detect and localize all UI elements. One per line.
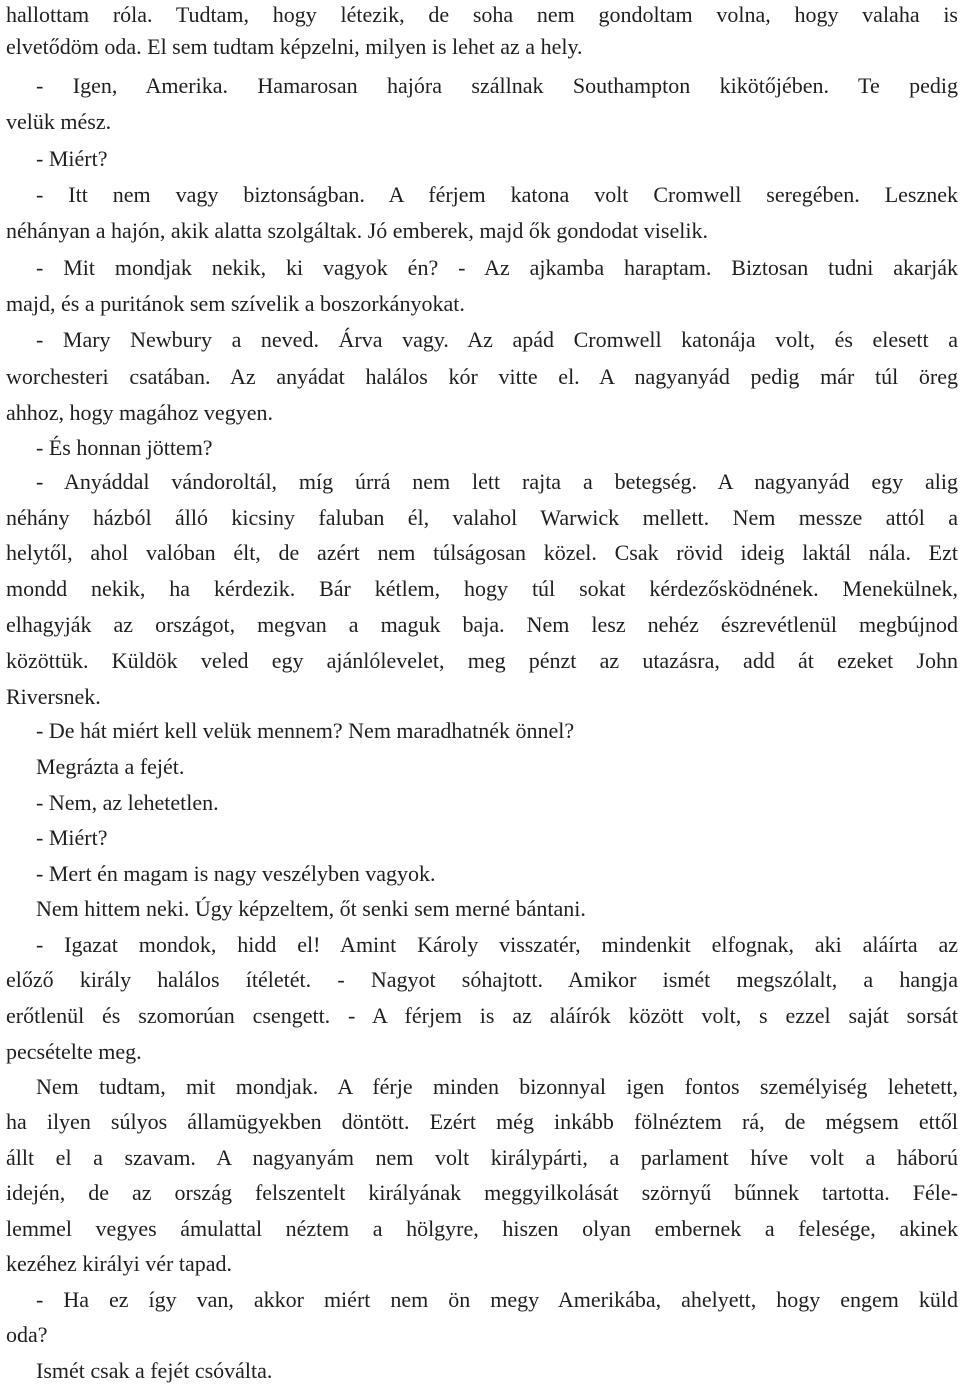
text-line: worchesteri csatában. Az anyádat halálos kór vitte el. A nagyanyád pedig már túl öreg bbox=[6, 364, 958, 389]
text-line: néhány házból álló kicsiny faluban él, valahol Warwick mellett. Nem messze attól a bbox=[6, 505, 958, 530]
text-line: pecsételte meg. bbox=[6, 1039, 142, 1064]
text-line: - Itt nem vagy biztonságban. A férjem katona volt Cromwell seregében. Lesznek bbox=[36, 182, 958, 207]
text-line: - Igen, Amerika. Hamarosan hajóra szállnak Southampton kikötőjében. Te pedig bbox=[36, 73, 958, 98]
text-line: elvetődöm oda. El sem tudtam képzelni, milyen is lehet az a hely. bbox=[6, 34, 583, 59]
text-line: ahhoz, hogy magához vegyen. bbox=[6, 400, 273, 425]
text-line: Nem tudtam, mit mondjak. A férje minden bizonnyal igen fontos személyiség lehetett, bbox=[36, 1074, 958, 1099]
text-line: elhagyják az országot, megvan a maguk baja. Nem lesz nehéz észrevétlenül megbújnod bbox=[6, 612, 958, 637]
text-line: - Igazat mondok, hidd el! Amint Károly visszatér, mindenkit elfognak, aki aláírta az bbox=[36, 932, 958, 957]
text-line: állt el a szavam. A nagyanyám nem volt királypárti, a parlament híve volt a háború bbox=[6, 1145, 958, 1170]
text-line: velük mész. bbox=[6, 109, 112, 134]
text-line: - Mert én magam is nagy veszélyben vagyok. bbox=[36, 861, 436, 886]
text-line: majd, és a puritánok sem szívelik a boszorkányokat. bbox=[6, 291, 465, 316]
text-line: - Miért? bbox=[36, 825, 108, 850]
text-line: oda? bbox=[6, 1322, 48, 1347]
text-line: néhányan a hajón, akik alatta szolgáltak. Jó emberek, majd ők gondodat viselik. bbox=[6, 218, 708, 243]
text-line: Nem hittem neki. Úgy képzeltem, őt senki sem merné bántani. bbox=[36, 896, 586, 921]
text-line: Riversnek. bbox=[6, 684, 101, 709]
text-line: lemmel vegyes ámulattal néztem a hölgyre, hiszen olyan embernek a felesége, akinek bbox=[6, 1216, 958, 1241]
text-line: - Mit mondjak nekik, ki vagyok én? - Az ajkamba haraptam. Biztosan tudni akarják bbox=[36, 255, 958, 280]
text-line: - Nem, az lehetetlen. bbox=[36, 790, 219, 815]
text-line: idején, de az ország felszentelt királyának meggyilkolását szörnyű bűnnek tartotta. Féle- bbox=[6, 1180, 958, 1205]
text-line: közöttük. Küldök veled egy ajánlólevelet, meg pénzt az utazásra, add át ezeket John bbox=[6, 648, 958, 673]
text-line: - De hát miért kell velük mennem? Nem maradhatnék önnel? bbox=[36, 718, 575, 743]
text-line: Megrázta a fejét. bbox=[36, 754, 185, 779]
text-line: - És honnan jöttem? bbox=[36, 435, 213, 460]
text-line: kezéhez királyi vér tapad. bbox=[6, 1251, 232, 1276]
text-line: előző király halálos ítéletét. - Nagyot sóhajtott. Amikor ismét megszólalt, a hangja bbox=[6, 967, 958, 992]
text-line: helytől, ahol valóban élt, de azért nem túlságosan közel. Csak rövid ideig laktál nála. Ezt bbox=[6, 540, 958, 565]
text-line: - Mary Newbury a neved. Árva vagy. Az apád Cromwell katonája volt, és elesett a bbox=[36, 327, 958, 352]
text-line: hallottam róla. Tudtam, hogy létezik, de soha nem gondoltam volna, hogy valaha is bbox=[6, 2, 958, 27]
text-line: - Anyáddal vándoroltál, míg úrrá nem lett rajta a betegség. A nagyanyád egy alig bbox=[36, 469, 958, 494]
text-line: ha ilyen súlyos államügyekben döntött. Ezért még inkább fölnéztem rá, de mégsem ettől bbox=[6, 1109, 958, 1134]
text-line: erőtlenül és szomorúan csengett. - A férjem is az aláírók között volt, s ezzel saját sorsát bbox=[6, 1003, 958, 1028]
text-line: Ismét csak a fejét csóválta. bbox=[36, 1358, 273, 1383]
text-line: mondd nekik, ha kérdezik. Bár kétlem, hogy túl sokat kérdezősködnének. Menekülnek, bbox=[6, 576, 958, 601]
text-line: - Miért? bbox=[36, 146, 108, 171]
text-line: - Ha ez így van, akkor miért nem ön megy Amerikába, ahelyett, hogy engem küld bbox=[36, 1287, 958, 1312]
